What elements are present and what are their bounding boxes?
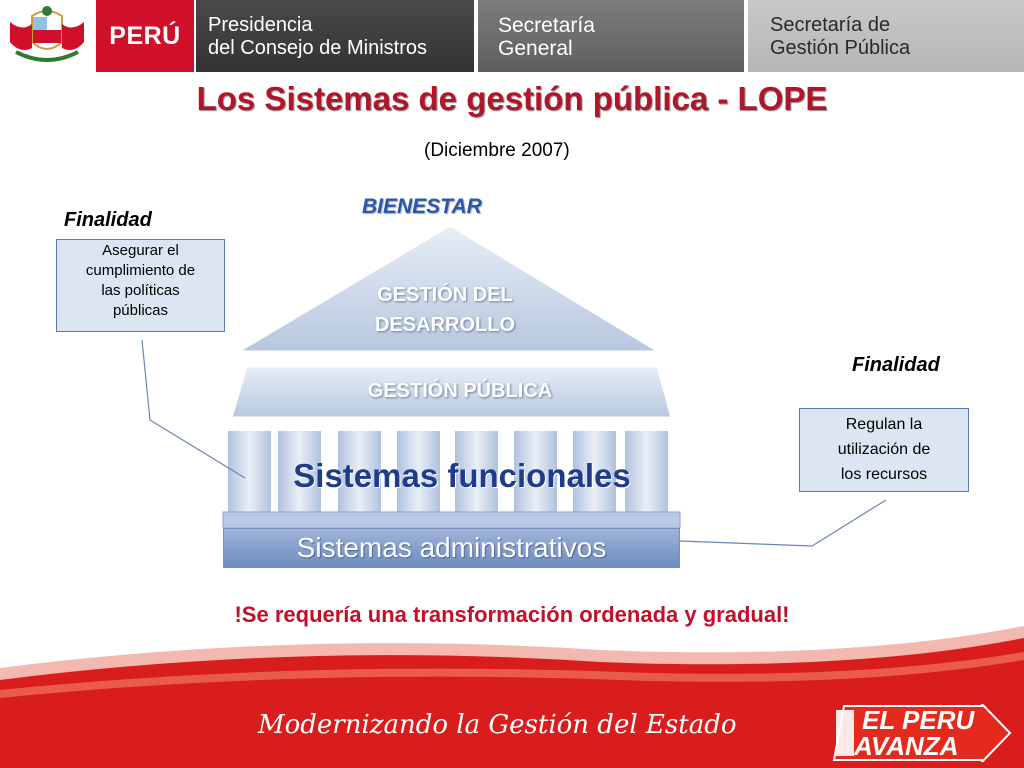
peru-brand-label: PERÚ: [96, 0, 194, 72]
right-note-box: [799, 408, 969, 492]
logo-line2: AVANZA: [854, 731, 959, 761]
sg-line1: Secretaría: [498, 14, 595, 37]
pcm-line1: Presidencia: [208, 14, 313, 36]
base-label: Sistemas administrativos: [223, 528, 680, 568]
roof-label: [350, 280, 540, 340]
sg-line2: General: [498, 37, 573, 60]
left-note-box: [56, 239, 225, 332]
columns-label: Sistemas funcionales: [293, 457, 631, 494]
frieze-label: GESTIÓN PÚBLICA: [367, 380, 553, 402]
bienestar-label: BIENESTAR: [362, 195, 482, 218]
roof-label-line2: DESARROLLO: [375, 314, 515, 336]
left-note-line3: las políticas: [101, 282, 180, 299]
slide-title: Los Sistemas de gestión pública - LOPE: [196, 80, 828, 117]
sgp-line1: Secretaría de: [770, 14, 891, 36]
slide-subtitle: (Diciembre 2007): [424, 140, 570, 161]
temple-base-band: [223, 512, 680, 528]
left-note-line2: cumplimiento de: [85, 262, 196, 279]
right-connector-line: [680, 500, 886, 546]
transformation-message: !Se requería una transformación ordenada y gradual!: [234, 602, 790, 627]
left-note-line1: Asegurar el: [102, 242, 179, 259]
left-note-line4: públicas: [112, 302, 169, 319]
sgp-line2: Gestión Pública: [770, 37, 911, 59]
right-note-line3: los recursos: [840, 466, 928, 483]
logo-line1: EL PERU: [862, 705, 975, 735]
el-peru-avanza-logo: [832, 704, 1012, 762]
right-finalidad-title: Finalidad: [852, 354, 940, 376]
footer-slogan: Modernizando la Gestión del Estado: [258, 710, 737, 740]
left-finalidad-title: Finalidad: [64, 209, 152, 231]
roof-label-line1: GESTIÓN DEL: [377, 284, 513, 306]
right-note-line1: Regulan la: [845, 416, 923, 433]
right-note-line2: utilización de: [837, 441, 931, 458]
pcm-line2: del Consejo de Ministros: [208, 37, 427, 59]
